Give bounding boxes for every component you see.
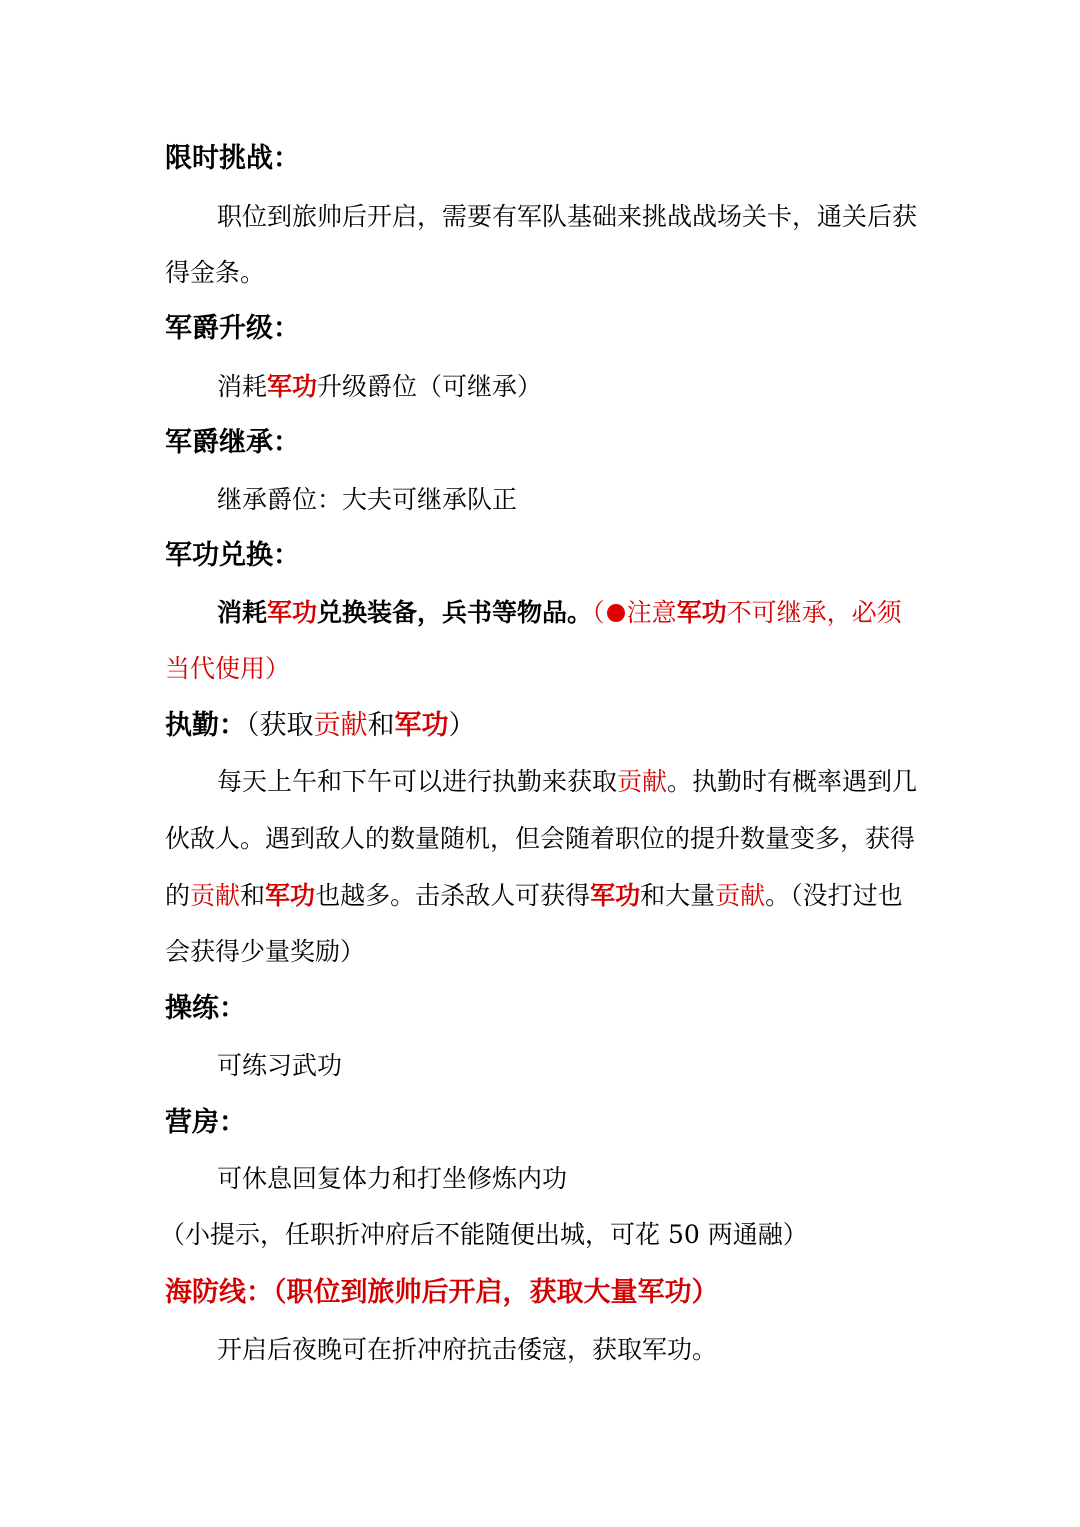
text-segment: 。（没打过也: [765, 881, 903, 910]
heading-rank-upgrade: 军爵升级：: [165, 313, 300, 344]
coastal-defense-text: 开启后夜晚可在折冲府抗击倭寇，获取军功。: [217, 1335, 718, 1364]
highlight-merit: 军功: [394, 710, 449, 741]
highlight-merit: 军功: [590, 881, 641, 910]
heading-duty: [165, 709, 925, 743]
heading-barracks: 营房：: [165, 1107, 246, 1138]
highlight-contribution: 贡献: [313, 710, 368, 741]
text-segment: 消耗: [217, 598, 268, 627]
text-segment: （: [592, 598, 605, 627]
heading-coastal-defense: 海防线：（职位到旅帅后开启，获取大量军功）: [165, 1277, 719, 1308]
challenge-text-line1: 职位到旅帅后开启，需要有军队基础来挑战战场关卡，通关后获: [217, 202, 918, 231]
heading-rank-inherit: 军爵继承：: [165, 427, 300, 458]
text-segment: 和大量: [640, 881, 716, 910]
text-segment: 消耗: [217, 372, 268, 401]
rank-upgrade-text: [217, 370, 977, 404]
heading-drill: 操练：: [165, 993, 246, 1024]
text-segment: 每天上午和下午可以进行执勤来获取: [217, 767, 618, 796]
highlight-contribution: 贡献: [617, 767, 668, 796]
rank-inherit-text: 继承爵位：大夫可继承队正: [217, 485, 518, 514]
highlight-merit: 军功: [267, 598, 318, 627]
heading-challenge: 限时挑战：: [165, 143, 300, 174]
merit-exchange-text-line2: 当代使用）: [165, 654, 291, 683]
text-segment: 的: [165, 881, 191, 910]
bullet-dot-icon: [607, 604, 625, 622]
text-segment: 和: [367, 710, 395, 741]
highlight-merit: 军功: [265, 881, 316, 910]
merit-exchange-text-line1: [217, 596, 977, 630]
tip-text: （小提示，任职折冲府后不能随便出城，可花 50 两通融）: [160, 1220, 808, 1249]
notice-text: 不可继承，必须: [726, 598, 902, 627]
duty-title: 执勤：: [165, 710, 246, 741]
text-segment: （获取: [246, 710, 314, 741]
duty-text-line4: 会获得少量奖励）: [165, 937, 366, 966]
text-segment: 和: [240, 881, 266, 910]
duty-text-line2: 伙敌人。遇到敌人的数量随机，但会随着职位的提升数量变多，获得: [165, 824, 916, 853]
highlight-contribution: 贡献: [190, 881, 241, 910]
heading-merit-exchange: 军功兑换：: [165, 540, 300, 571]
drill-text: 可练习武功: [217, 1051, 343, 1080]
text-segment: 。执勤时有概率遇到几: [667, 767, 918, 796]
text-segment: 也越多。击杀敌人可获得: [315, 881, 591, 910]
duty-text-line3: [165, 879, 925, 913]
barracks-text: 可休息回复体力和打坐修炼内功: [217, 1164, 568, 1193]
text-segment: 升级爵位（可继承）: [317, 372, 543, 401]
notice-label: 注意: [626, 598, 677, 627]
highlight-merit: 军功: [676, 598, 727, 627]
highlight-contribution: 贡献: [715, 881, 766, 910]
duty-text-line1: [217, 765, 977, 799]
highlight-merit: 军功: [267, 372, 318, 401]
challenge-text-line2: 得金条。: [165, 258, 266, 287]
text-segment: 兑换装备，兵书等物品。: [317, 598, 593, 627]
text-segment: ）: [448, 710, 476, 741]
